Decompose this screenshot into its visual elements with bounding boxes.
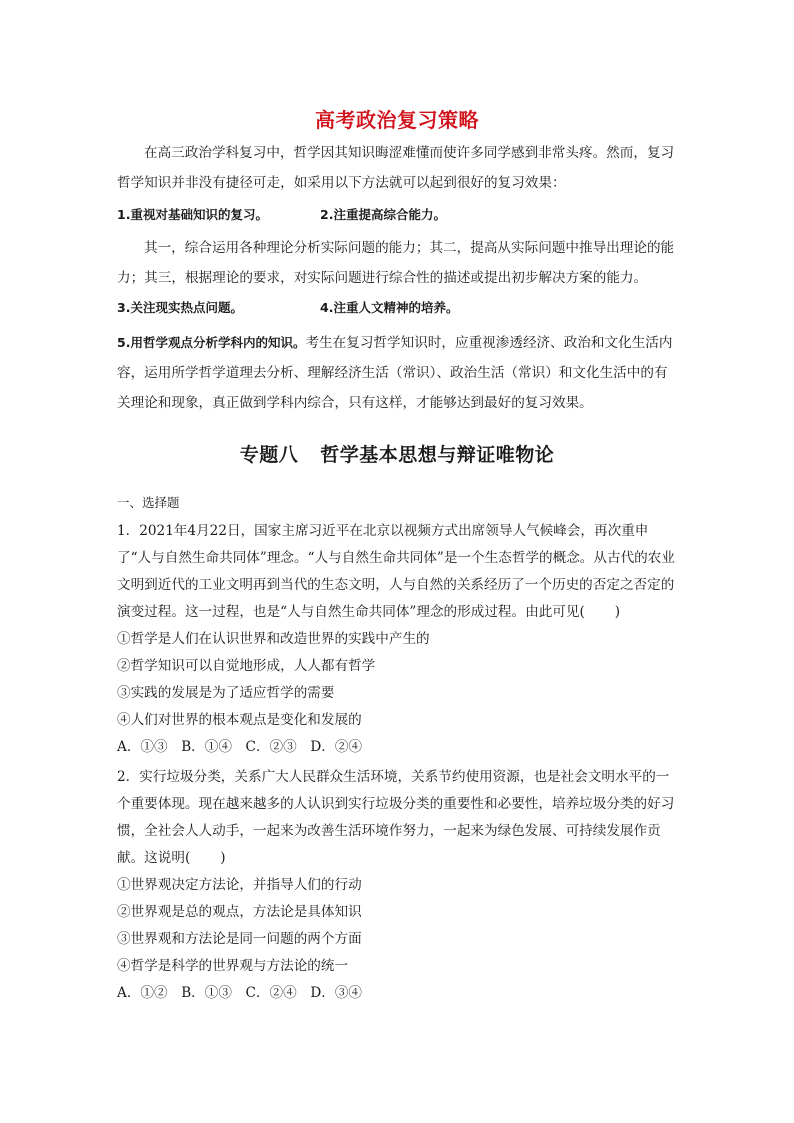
tip-2: 2.注重提高综合能力。 xyxy=(320,207,446,222)
tips-row-1 xyxy=(117,203,446,227)
section-number: 专题八 xyxy=(239,444,299,466)
question-1-option: ③实践的发展是为了适应哲学的需要 xyxy=(117,685,335,701)
question-1 xyxy=(117,518,677,761)
tip-5-body: 考生在复习哲学知识时，应重视渗透经济、政治和文化生活内容，运用所学哲学道理去分析、理解经济生活（常识）、政治生活（常识）和文化生活中的有关理论和现象，真正做到学科内综合，只有这样，才能够达到最好的复习效果。 xyxy=(117,335,673,411)
question-1-option: ④人们对世界的根本观点是变化和发展的 xyxy=(117,712,362,728)
question-2-choices: A．①② B．①③ C．②④ D．③④ xyxy=(117,985,363,1001)
page-title: 高考政治复习策略 xyxy=(315,108,479,132)
tip-4: 4.注重人文精神的培养。 xyxy=(320,300,459,315)
section-title xyxy=(117,440,677,467)
question-2-option: ②世界观是总的观点，方法论是具体知识 xyxy=(117,904,362,920)
tip-3: 3.关注现实热点问题。 xyxy=(117,300,243,315)
question-1-option: ①哲学是人们在认识世界和改造世界的实践中产生的 xyxy=(117,631,430,647)
tip-1: 1.重视对基础知识的复习。 xyxy=(117,207,268,222)
question-1-option: ②哲学知识可以自觉地形成，人人都有哲学 xyxy=(117,658,376,674)
tip-5-lead: 5.用哲学观点分析学科内的知识。 xyxy=(117,335,306,350)
tip-2-detail: 其一，综合运用各种理论分析实际问题的能力；其二，提高从实际问题中推导出理论的能力；其三，根据理论的要求，对实际问题进行综合性的描述或提出初步解决方案的能力。 xyxy=(117,240,675,286)
tips-row-2 xyxy=(117,296,458,320)
question-1-stem: 1．2021年4月22日，国家主席习近平在北京以视频方式出席领导人气候峰会，再次重申了“人与自然生命共同体”理念。“人与自然生命共同体”是一个生态哲学的概念。从古代的农业文明到近代的工业文明再到当代的生态文明，人与自然的关系经历了一个历史的否定之否定的演变过程。这一过程，也是“人与自然生命共同体”理念的形成过程。由此可见( ) xyxy=(117,523,675,620)
tip-5-paragraph xyxy=(117,328,677,418)
question-1-choices: A．①③ B．①④ C．②③ D．②④ xyxy=(117,739,363,755)
question-2-option: ④哲学是科学的世界观与方法论的统一 xyxy=(117,958,349,974)
section-name: 哲学基本思想与辩证唯物论 xyxy=(320,444,555,466)
question-2-option: ①世界观决定方法论，并指导人们的行动 xyxy=(117,877,362,893)
question-type-heading: 一、选择题 xyxy=(117,495,180,510)
question-2 xyxy=(117,764,677,1007)
question-2-stem: 2．实行垃圾分类，关系广大人民群众生活环境，关系节约使用资源，也是社会文明水平的一个重要体现。现在越来越多的人认识到实行垃圾分类的重要性和必要性，培养垃圾分类的好习惯，全社会人人动手，一起来为改善生活环境作努力，一起来为绿色发展、可持续发展作贡献。这说明( ) xyxy=(117,769,675,866)
intro-paragraph: 在高三政治学科复习中，哲学因其知识晦涩难懂而使许多同学感到非常头疼。然而，复习哲学知识并非没有捷径可走，如采用以下方法就可以起到很好的复习效果： xyxy=(117,145,675,191)
question-2-option: ③世界观和方法论是同一问题的两个方面 xyxy=(117,931,362,947)
